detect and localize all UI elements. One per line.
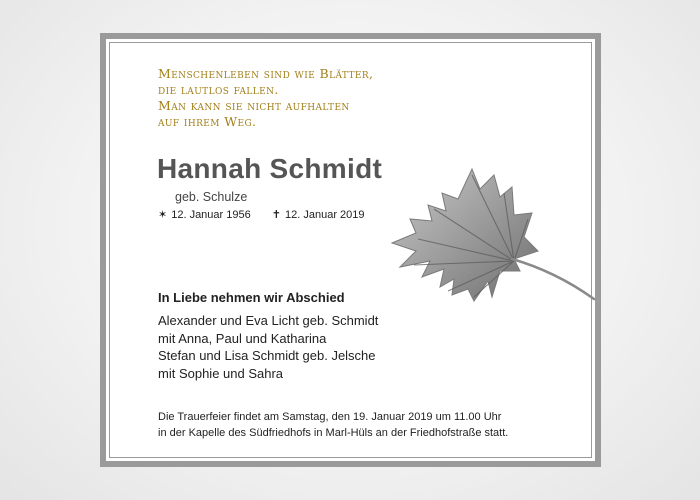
- service-line: Die Trauerfeier findet am Samstag, den 19. Januar 2019 um 11.00 Uhr: [158, 411, 502, 423]
- poem-line: Man kann sie nicht aufhalten: [158, 98, 350, 113]
- deceased-name: Hannah Schmidt: [157, 153, 383, 184]
- leaf-shape: [392, 169, 538, 301]
- mourners-list: [158, 312, 378, 382]
- poem: [158, 66, 373, 130]
- death-date: 12. Januar 2019: [285, 209, 365, 221]
- life-dates: [158, 208, 365, 221]
- poem-line: die lautlos fallen.: [158, 82, 279, 97]
- list-item: Alexander und Eva Licht geb. Schmidt: [158, 313, 379, 328]
- leaf-stem: [512, 259, 594, 299]
- maple-leaf-icon: [388, 167, 598, 345]
- birth-date: 12. Januar 1956: [171, 209, 251, 221]
- poem-line: auf ihrem Weg.: [158, 114, 257, 129]
- death-cross-icon: ✝: [271, 209, 282, 221]
- poem-line: Menschenleben sind wie Blätter,: [158, 66, 374, 81]
- service-info: [158, 409, 508, 441]
- farewell-heading: In Liebe nehmen wir Abschied: [158, 290, 345, 305]
- list-item: Stefan und Lisa Schmidt geb. Jelsche: [158, 348, 376, 363]
- maiden-name: geb. Schulze: [175, 190, 248, 204]
- birth-star-icon: ✶: [158, 209, 168, 221]
- list-item: mit Sophie und Sahra: [158, 365, 284, 381]
- service-line: in der Kapelle des Südfriedhofs in Marl-Hüls an der Friedhofstraße statt.: [158, 427, 509, 439]
- list-item: mit Anna, Paul und Katharina: [158, 330, 327, 346]
